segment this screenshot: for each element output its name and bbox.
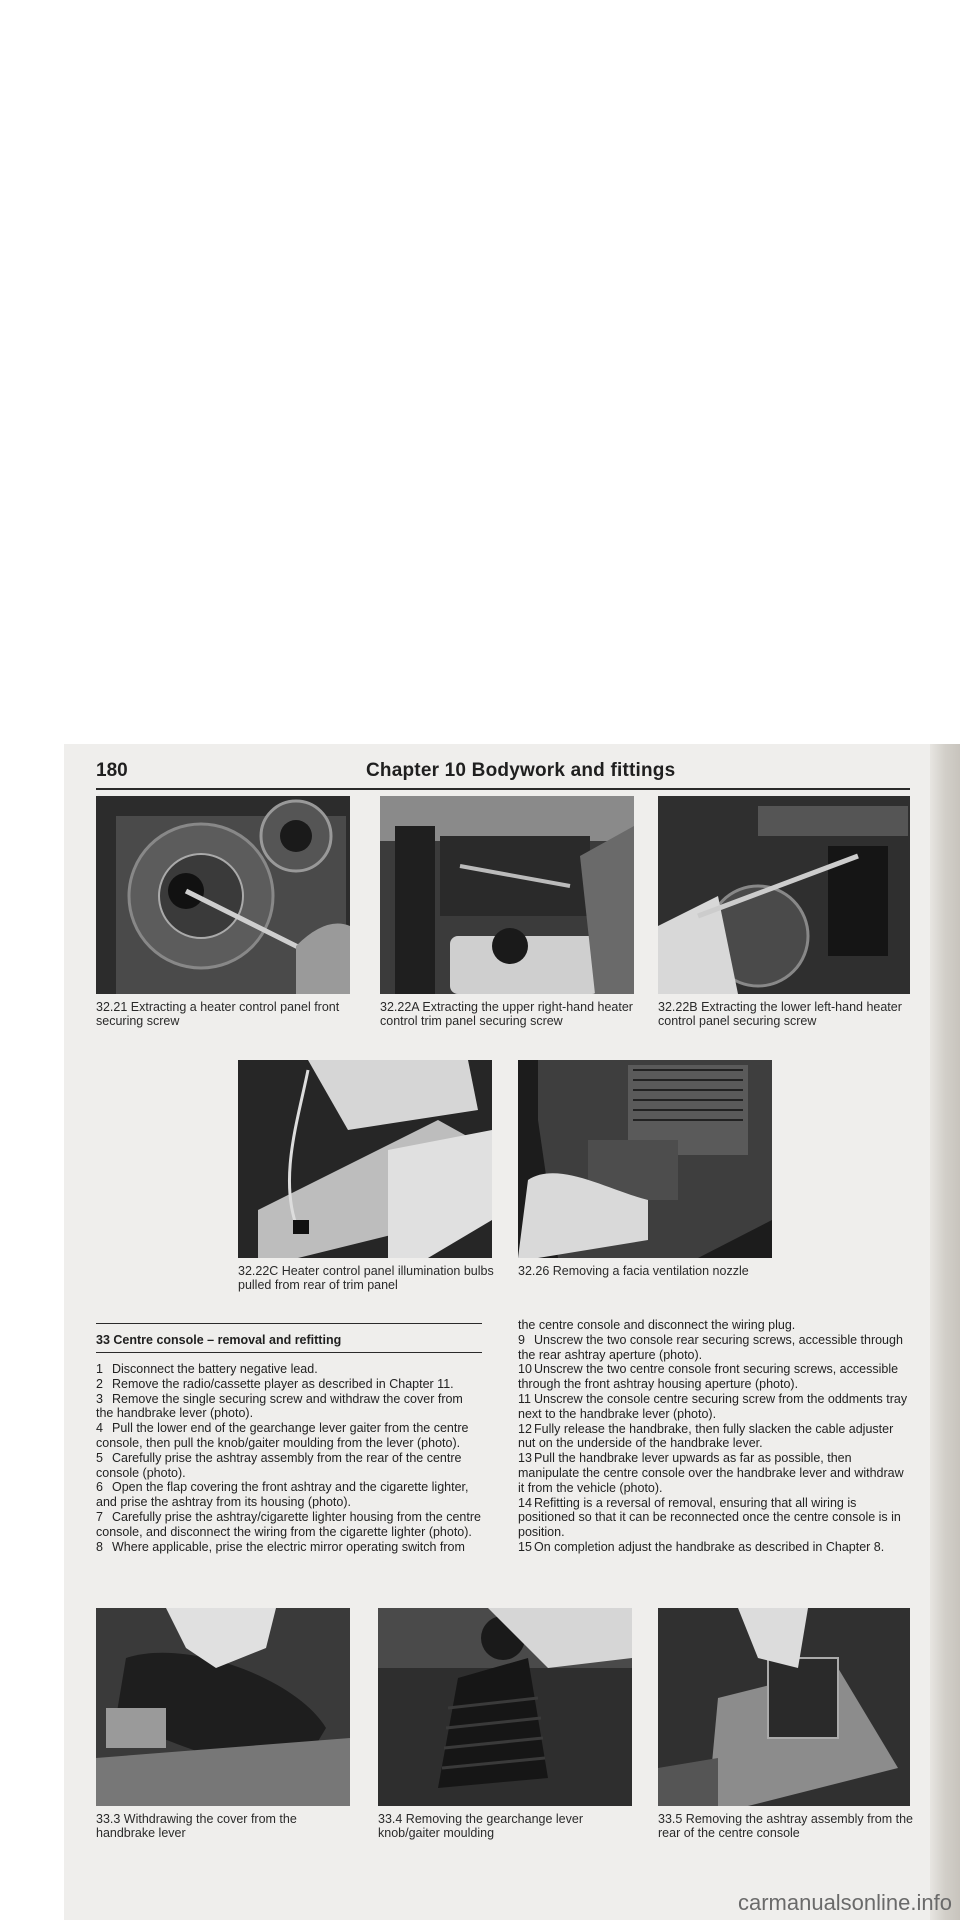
step-13: 13 Pull the handbrake lever upwards as far as possible, then manipulate the centre console over the handbrake lever and withdraw it from the vehicle (photo). <box>518 1451 904 1495</box>
photo-32-21 <box>96 796 350 994</box>
section-rule-bottom <box>96 1352 482 1353</box>
step-14: 14 Refitting is a reversal of removal, ensuring that all wiring is positioned so that it can be reconnected once the centre console is in position. <box>518 1495 901 1540</box>
step-11: 11 Unscrew the console centre securing screw from the oddments tray next to the handbrake lever (photo). <box>518 1391 908 1421</box>
column-right <box>518 1318 910 1555</box>
caption-32-22a: 32.22A Extracting the upper right-hand heater control trim panel securing screw <box>380 1000 633 1028</box>
section-title: 33 Centre console – removal and refitting <box>96 1333 342 1347</box>
step-2: 2 Remove the radio/cassette player as described in Chapter 11. <box>96 1376 454 1391</box>
column-left <box>96 1362 482 1554</box>
step-5: 5 Carefully prise the ashtray assembly from the rear of the centre console (photo). <box>96 1450 462 1480</box>
page-spine-shadow <box>930 744 960 1920</box>
caption-33-4: 33.4 Removing the gearchange lever knob/gaiter moulding <box>378 1812 583 1840</box>
caption-32-22c: 32.22C Heater control panel illumination bulbs pulled from rear of trim panel <box>238 1264 494 1292</box>
photo-32-22a <box>380 796 634 994</box>
step-8: 8 Where applicable, prise the electric mirror operating switch from <box>96 1539 465 1554</box>
watermark: carmanualsonline.info <box>737 1890 952 1915</box>
photo-32-22c <box>238 1060 492 1258</box>
step-10: 10 Unscrew the two centre console front securing screws, accessible through the front ashtray housing aperture (photo). <box>518 1362 899 1392</box>
photo-32-26 <box>518 1060 772 1258</box>
step-7: 7 Carefully prise the ashtray/cigarette lighter housing from the centre console, and disconnect the wiring from the cigarette lighter (photo). <box>96 1509 481 1539</box>
step-3: 3 Remove the single securing screw and withdraw the cover from the handbrake lever (photo). <box>96 1391 463 1421</box>
step-9: 9 Unscrew the two console rear securing screws, accessible through the rear ashtray aperture (photo). <box>518 1332 903 1362</box>
caption-33-3: 33.3 Withdrawing the cover from the handbrake lever <box>96 1812 297 1840</box>
photo-33-3 <box>96 1608 350 1806</box>
step-8-cont: the centre console and disconnect the wiring plug. <box>518 1318 796 1332</box>
caption-32-22b: 32.22B Extracting the lower left-hand heater control panel securing screw <box>658 1000 902 1028</box>
page-header <box>96 760 910 790</box>
photo-32-22b <box>658 796 910 994</box>
caption-32-21: 32.21 Extracting a heater control panel front securing screw <box>96 1000 340 1028</box>
photo-33-5 <box>658 1608 910 1806</box>
page-number: 180 <box>96 760 128 781</box>
step-15: 15 On completion adjust the handbrake as described in Chapter 8. <box>518 1539 885 1554</box>
caption-33-5: 33.5 Removing the ashtray assembly from the rear of the centre console <box>658 1812 913 1840</box>
section-rule-top <box>96 1323 482 1324</box>
step-1: 1 Disconnect the battery negative lead. <box>96 1362 318 1376</box>
photo-33-4 <box>378 1608 632 1806</box>
step-6: 6 Open the flap covering the front ashtray and the cigarette lighter, and prise the ashtray from its housing (photo). <box>96 1480 469 1510</box>
caption-32-26: 32.26 Removing a facia ventilation nozzle <box>518 1264 749 1278</box>
chapter-title: Chapter 10 Bodywork and fittings <box>366 760 676 781</box>
step-4: 4 Pull the lower end of the gearchange lever gaiter from the centre console, then pull the knob/gaiter moulding from the lever (photo). <box>96 1421 469 1450</box>
step-12: 12 Fully release the handbrake, then fully slacken the cable adjuster nut on the underside of the handbrake lever. <box>518 1421 894 1451</box>
